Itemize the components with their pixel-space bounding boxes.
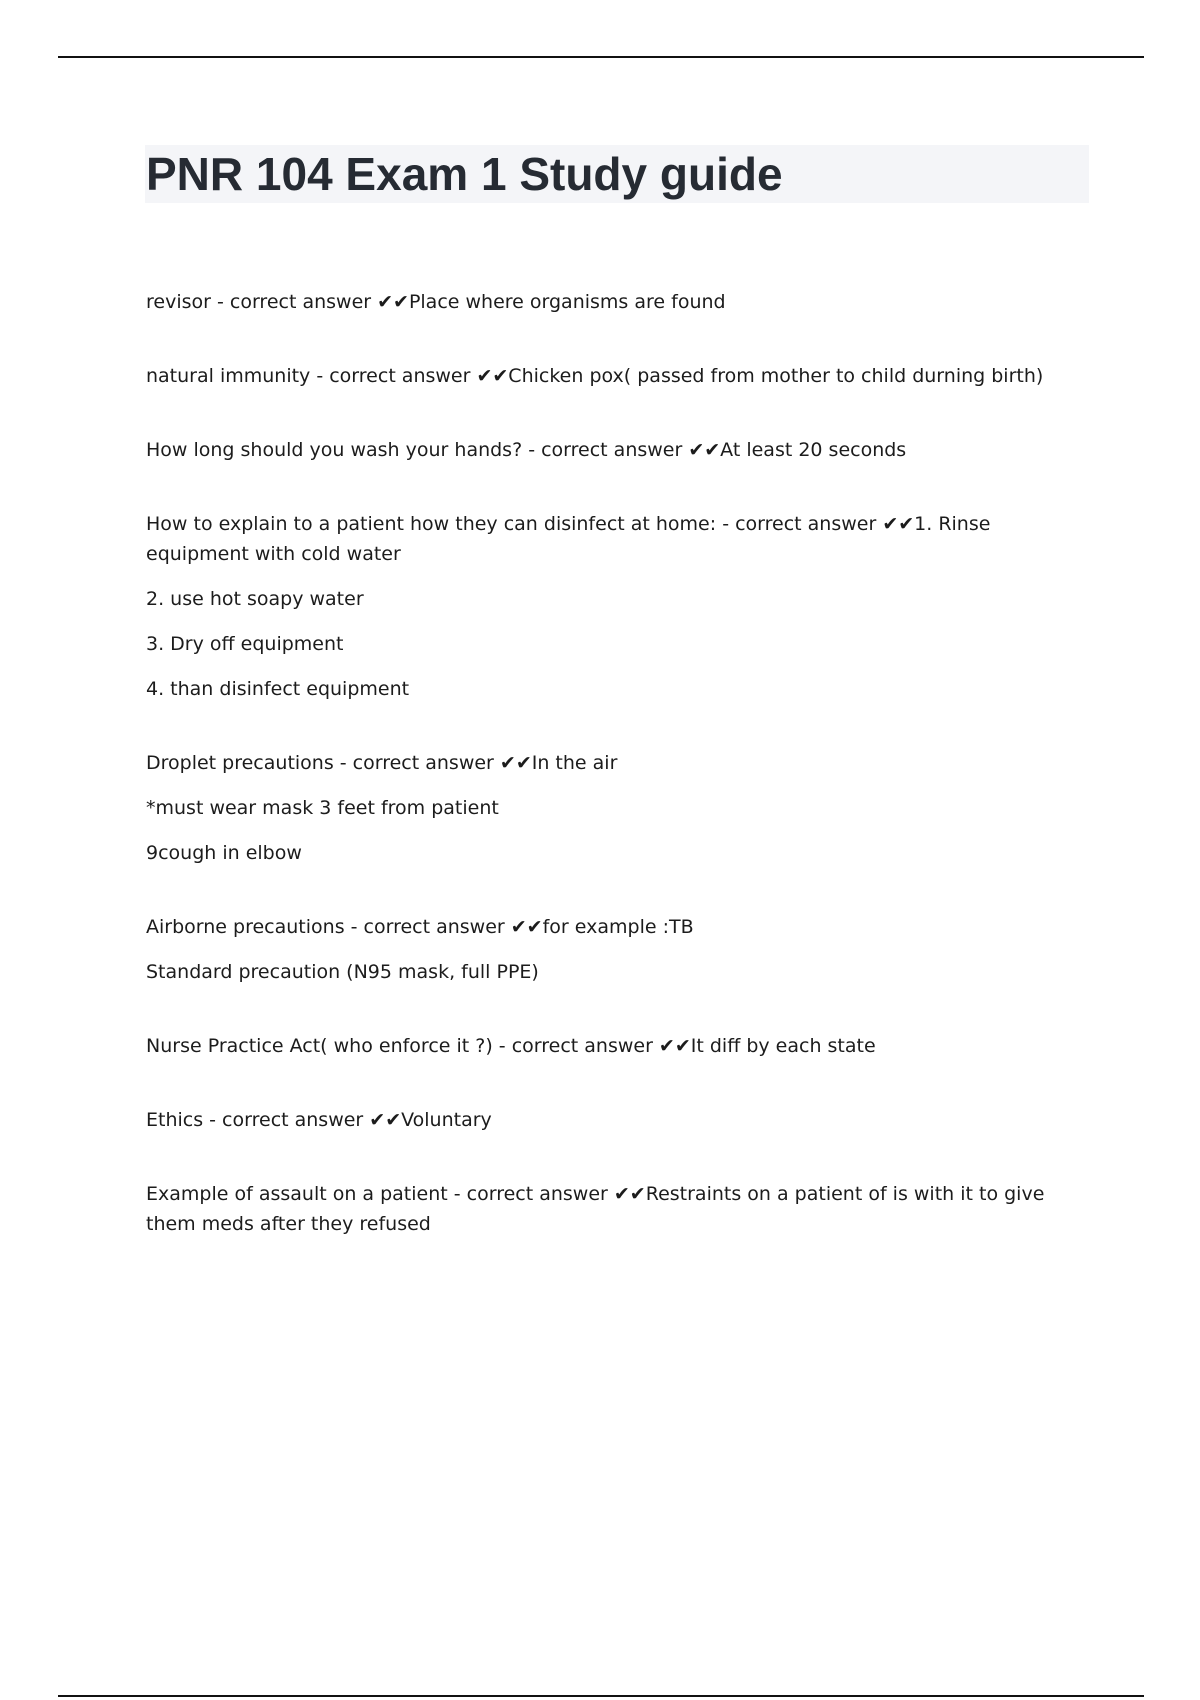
qa-line: *must wear mask 3 feet from patient bbox=[146, 797, 499, 819]
qa-entry bbox=[146, 509, 1076, 704]
qa-entry bbox=[146, 287, 1076, 317]
qa-entry bbox=[146, 912, 1076, 987]
page-title: PNR 104 Exam 1 Study guide bbox=[146, 148, 783, 200]
qa-line: revisor - correct answer ✔✔Place where organisms are found bbox=[146, 291, 726, 313]
bottom-rule bbox=[58, 1695, 1144, 1697]
qa-line: Standard precaution (N95 mask, full PPE) bbox=[146, 961, 539, 983]
qa-line: 2. use hot soapy water bbox=[146, 588, 364, 610]
qa-entry bbox=[146, 1179, 1076, 1239]
qa-line: Droplet precautions - correct answer ✔✔In the air bbox=[146, 752, 618, 774]
qa-entry bbox=[146, 435, 1076, 465]
top-rule bbox=[58, 56, 1144, 58]
qa-entry bbox=[146, 1031, 1076, 1061]
study-guide-content bbox=[146, 287, 1076, 1283]
qa-line: Ethics - correct answer ✔✔Voluntary bbox=[146, 1109, 492, 1131]
qa-line: How long should you wash your hands? - correct answer ✔✔At least 20 seconds bbox=[146, 439, 907, 461]
qa-line: Airborne precautions - correct answer ✔✔for example :TB bbox=[146, 916, 694, 938]
qa-line: 4. than disinfect equipment bbox=[146, 678, 410, 700]
qa-line: Example of assault on a patient - correct answer ✔✔Restraints on a patient of is with it to give them meds after they refused bbox=[146, 1183, 1045, 1235]
qa-entry bbox=[146, 748, 1076, 868]
qa-entry bbox=[146, 361, 1076, 391]
qa-line: natural immunity - correct answer ✔✔Chicken pox( passed from mother to child durning birth) bbox=[146, 365, 1044, 387]
qa-line: 9cough in elbow bbox=[146, 842, 302, 864]
qa-line: 3. Dry off equipment bbox=[146, 633, 344, 655]
qa-entry bbox=[146, 1105, 1076, 1135]
qa-line: How to explain to a patient how they can disinfect at home: - correct answer ✔✔1. Rinse equipment with cold water bbox=[146, 513, 991, 565]
qa-line: Nurse Practice Act( who enforce it ?) - correct answer ✔✔It diff by each state bbox=[146, 1035, 876, 1057]
